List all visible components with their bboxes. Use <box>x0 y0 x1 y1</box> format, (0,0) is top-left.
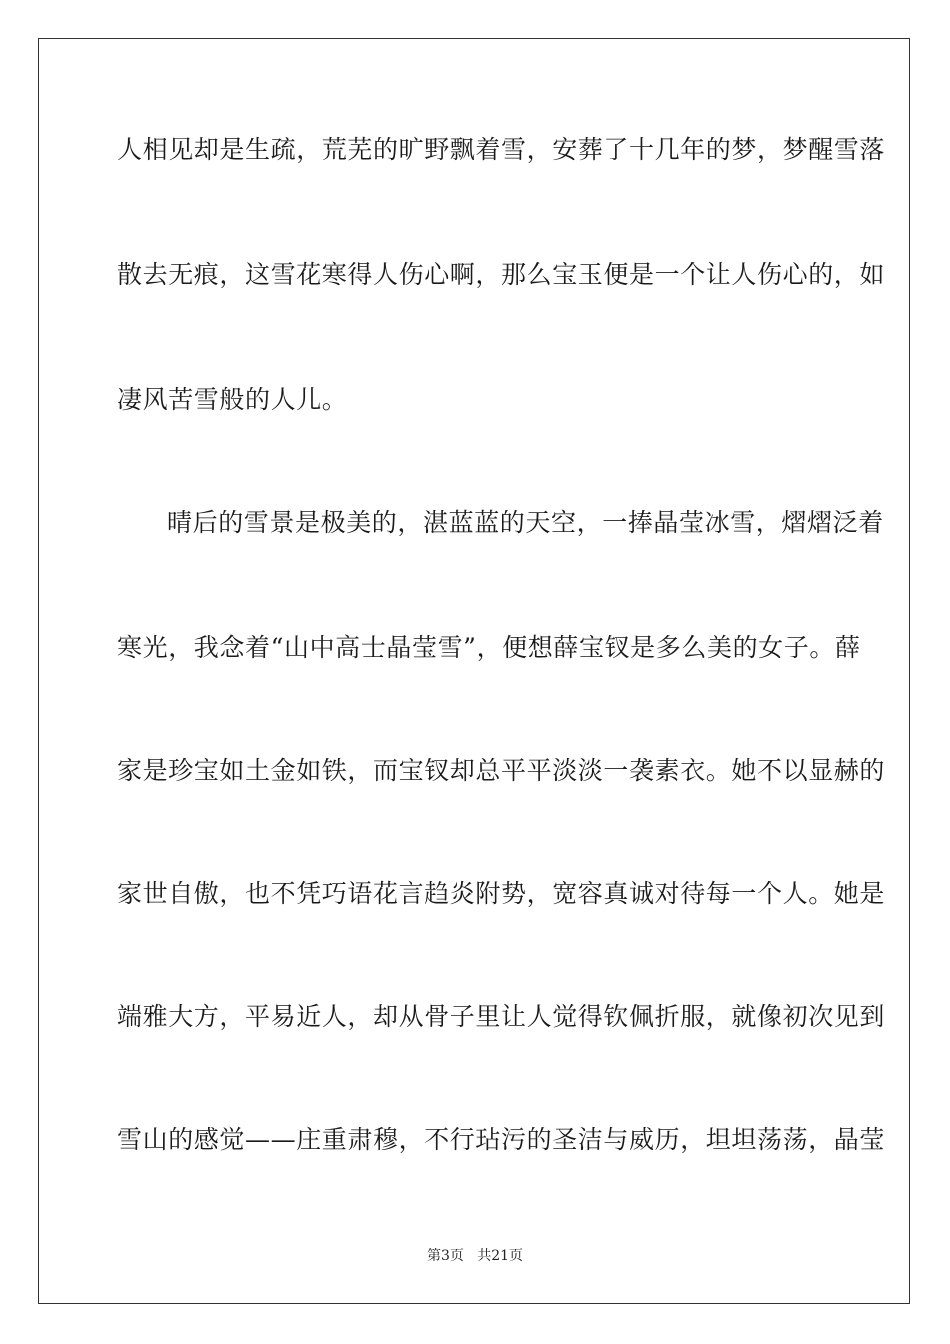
text-line-5: 寒光，我念着“山中高士晶莹雪”，便想薛宝钗是多么美的女子。薛 <box>117 633 861 662</box>
text-line-6: 家是珍宝如土金如铁，而宝钗却总平平淡淡一袭素衣。她不以显赫的 <box>117 756 886 785</box>
text-line-7: 家世自傲，也不凭巧语花言趋炎附势，宽容真诚对待每一个人。她是 <box>117 879 886 908</box>
text-line-9: 雪山的感觉——庄重肃穆，不行玷污的圣洁与威历，坦坦荡荡，晶莹 <box>117 1125 886 1154</box>
text-line-1: 人相见却是生疏，荒芜的旷野飘着雪，安葬了十几年的梦，梦醒雪落 <box>117 135 886 164</box>
text-line-3: 凄风苦雪般的人儿。 <box>117 385 348 414</box>
page-border <box>38 38 910 1304</box>
page-number-footer: 第3页 共21页 <box>426 1248 524 1264</box>
text-line-2: 散去无痕，这雪花寒得人伤心啊，那么宝玉便是一个让人伤心的，如 <box>117 260 886 289</box>
paragraph-2-first-line: 晴后的雪景是极美的，湛蓝蓝的天空，一捧晶莹冰雪，熠熠泛着 <box>167 508 884 537</box>
text-line-8: 端雅大方，平易近人，却从骨子里让人觉得钦佩折服，就像初次见到 <box>117 1002 886 1031</box>
